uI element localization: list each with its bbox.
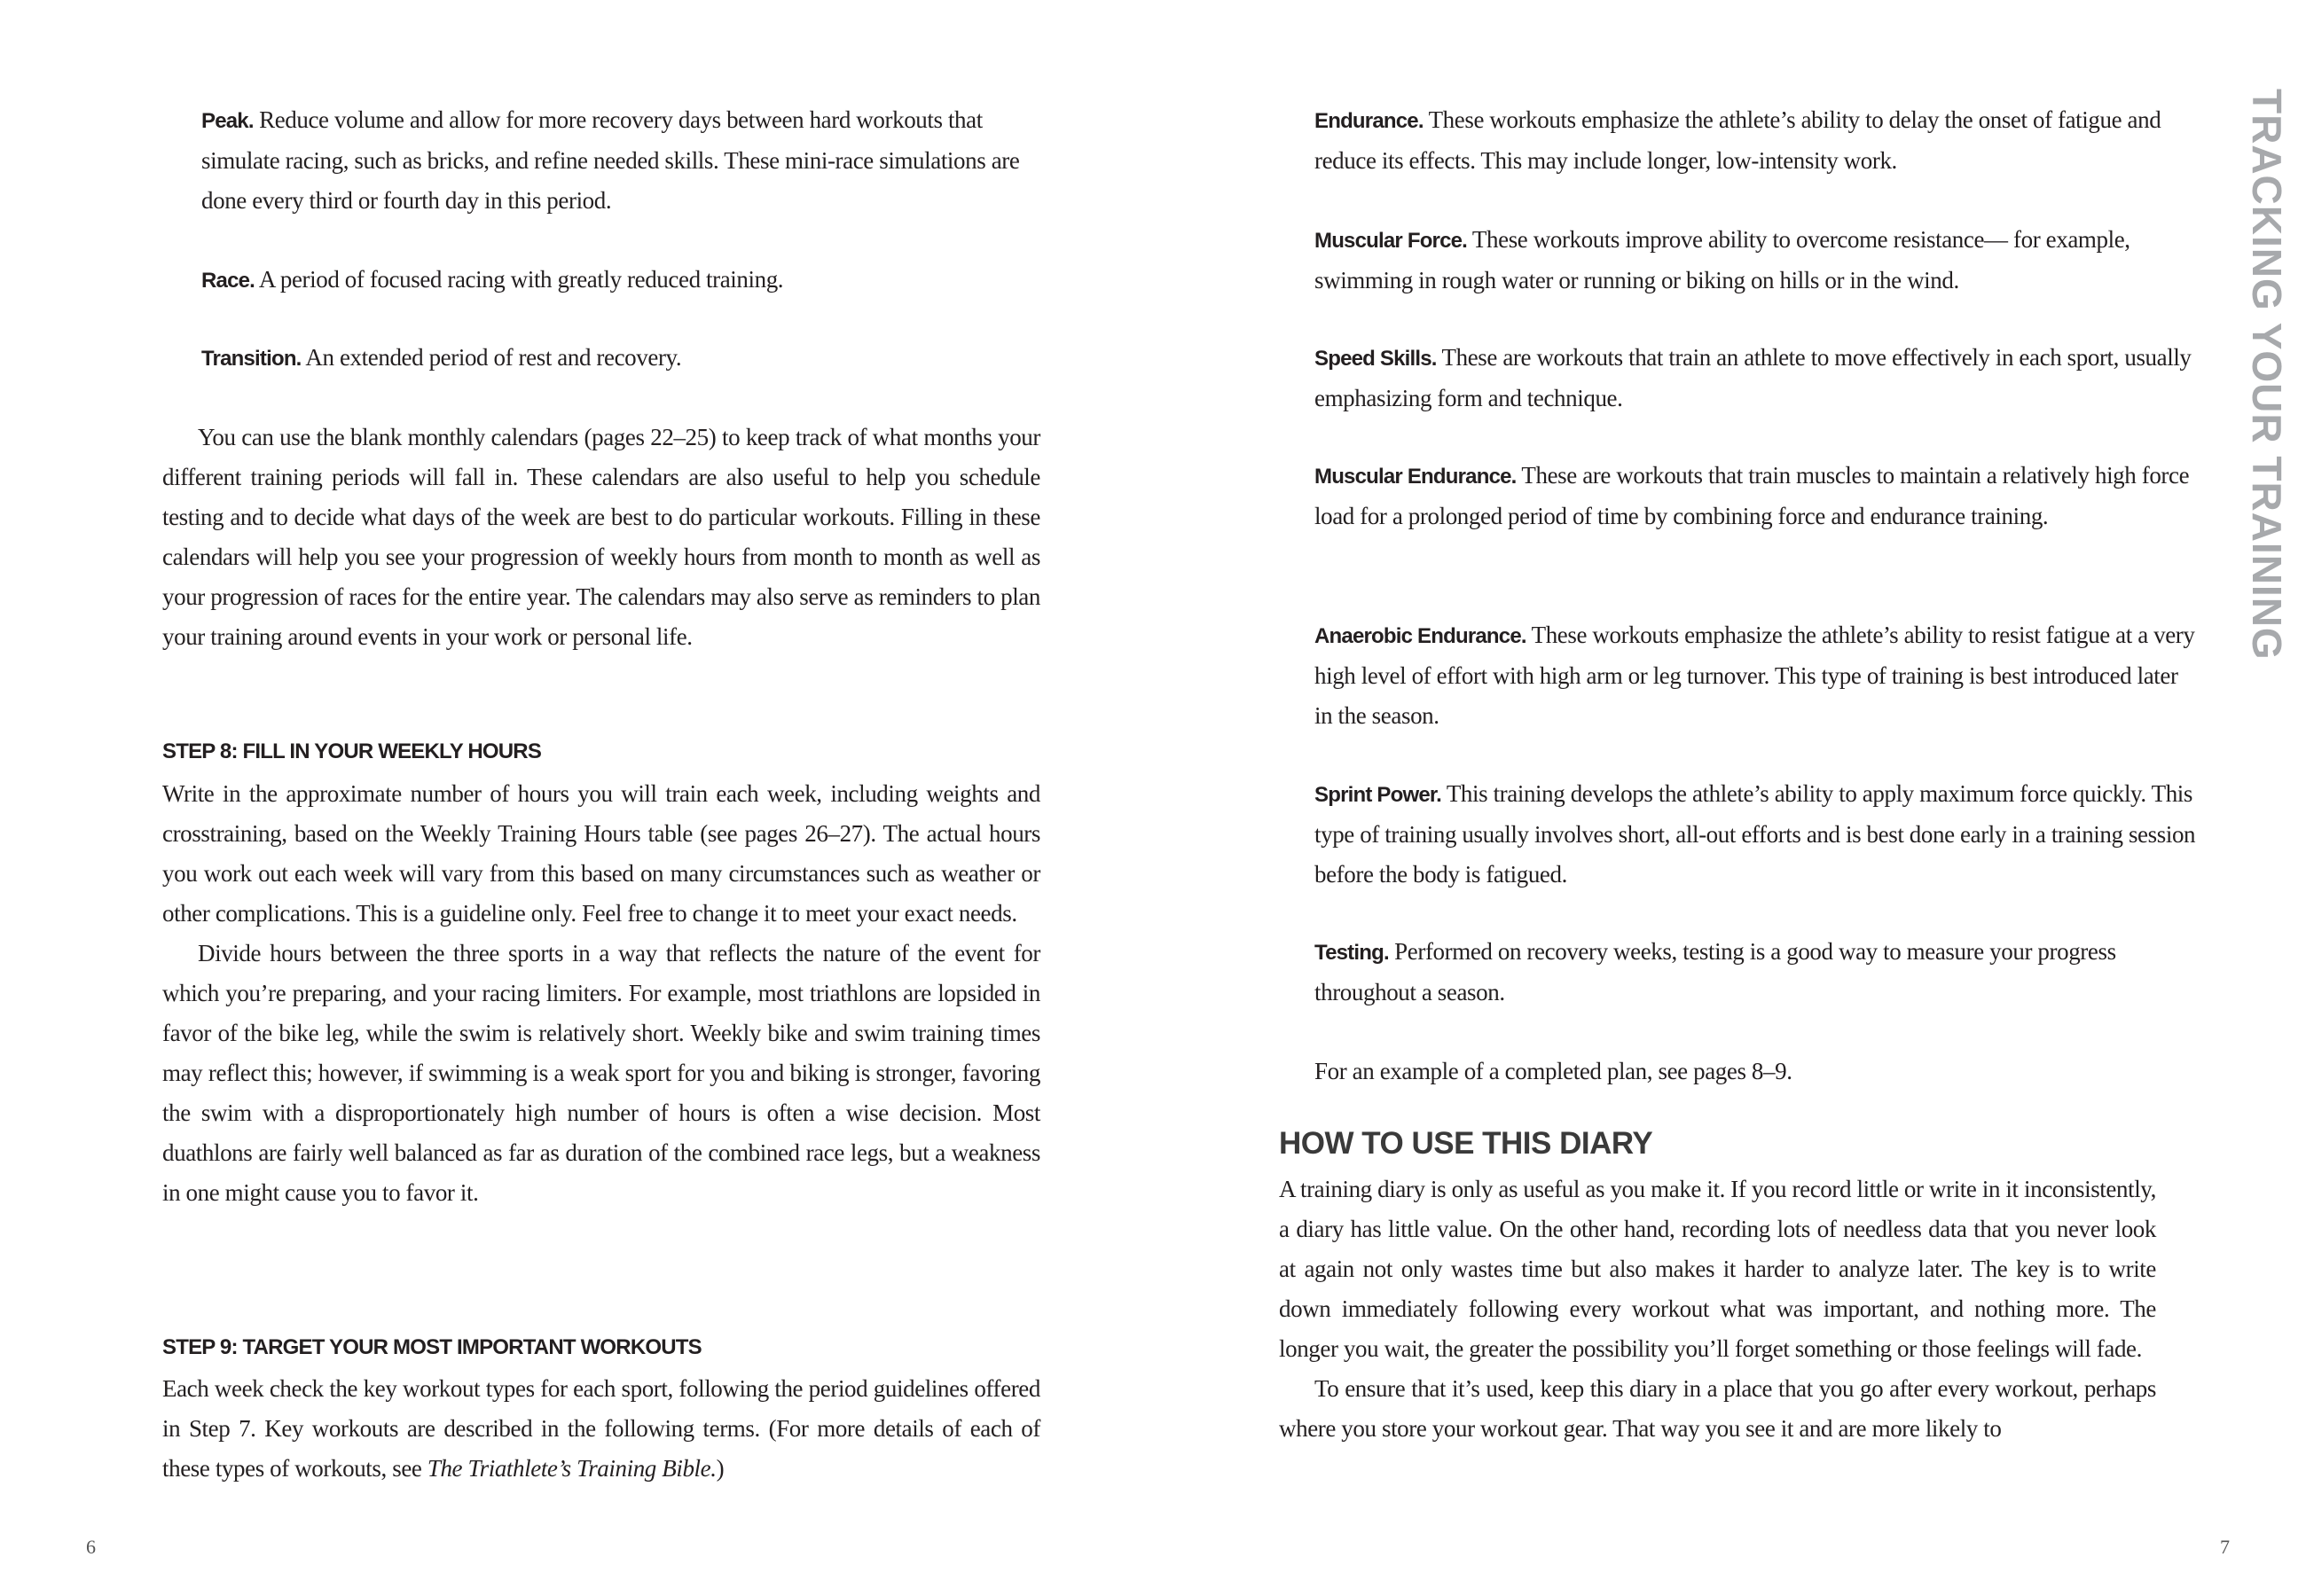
paragraph: You can use the blank monthly calendars (pages 22–25) to keep track of what months your different training periods will fall in. These calendars are also useful to help you schedule testing and to decide what days of the week are best to do particular workouts. Filling in these calendars will help you see your progression of weekly hours from month to month as well as your progression of races for the entire year. The calendars may also serve as reminders to plan your training around events in your work or personal life. xyxy=(162,424,1040,650)
term-label: Transition. xyxy=(201,347,302,371)
workout-endurance xyxy=(1314,100,2201,181)
term-label: Anaerobic Endurance. xyxy=(1314,624,1526,648)
term-label: Muscular Force. xyxy=(1314,229,1468,253)
term-label: Testing. xyxy=(1314,941,1389,965)
right-page xyxy=(1153,0,2306,1596)
term-label: Speed Skills. xyxy=(1314,347,1437,371)
term-label: Muscular Endurance. xyxy=(1314,465,1517,489)
step9-text-end: ) xyxy=(716,1455,725,1482)
step9-text: Each week check the key workout types for each sport, following the period guidelines offered in Step 7. Key workouts are described in the following terms. (For more details of each of these types of workouts, see xyxy=(162,1375,1040,1482)
term-description: These workouts improve ability to overcome resistance— for example, swimming in rough water or running or biking on hills or in the wind. xyxy=(1314,226,2130,293)
term-description: These are workouts that train an athlete to move effectively in each sport, usually emphasizing form and technique. xyxy=(1314,344,2192,411)
calendars-paragraph xyxy=(162,418,1040,657)
diary-body xyxy=(1279,1170,2156,1449)
workout-testing xyxy=(1314,932,2201,1013)
term-label: Peak. xyxy=(201,109,254,133)
period-race xyxy=(201,260,1040,301)
workout-muscular-endurance xyxy=(1314,456,2201,536)
diary-heading: HOW TO USE THIS DIARY xyxy=(1279,1126,1653,1161)
step9-heading: STEP 9: TARGET YOUR MOST IMPORTANT WORKOUTS xyxy=(162,1335,702,1359)
term-description: These are workouts that train muscles to maintain a relatively high force load for a prolonged period of time by combining force and endurance training. xyxy=(1314,462,2190,529)
workout-speed-skills xyxy=(1314,338,2201,419)
term-description: Performed on recovery weeks, testing is a good way to measure your progress throughout a season. xyxy=(1314,938,2116,1005)
term-description: These workouts emphasize the athlete’s ability to delay the onset of fatigue and reduce its effects. This may include longer, low-intensity work. xyxy=(1314,106,2161,174)
book-title: The Triathlete’s Training Bible. xyxy=(427,1455,717,1482)
step8-body xyxy=(162,774,1040,1213)
paragraph: Write in the approximate number of hours you will train each week, including weights and crosstraining, based on the Weekly Training Hours table (see pages 26–27). The actual hours you work out each week will vary from this based on many circumstances such as weather or other complications. This is a guideline only. Feel free to change it to meet your exact needs. xyxy=(162,780,1040,927)
term-description: A period of focused racing with greatly reduced training. xyxy=(255,266,784,293)
example-note: For an example of a completed plan, see pages 8–9. xyxy=(1314,1058,1792,1084)
term-description: An extended period of rest and recovery. xyxy=(301,344,682,371)
page-number: 7 xyxy=(2220,1536,2230,1558)
term-label: Sprint Power. xyxy=(1314,783,1441,807)
workout-anaerobic-endurance xyxy=(1314,615,2201,736)
paragraph: To ensure that it’s used, keep this diary in a place that you go after every workout, perhaps where you store your workout gear. That way you see it and are more likely to xyxy=(1279,1375,2156,1442)
term-label: Race. xyxy=(201,269,255,293)
term-description: This training develops the athlete’s ability to apply maximum force quickly. This type of training usually involves short, all-out efforts and is best done early in a training session before the body is fatigued. xyxy=(1314,780,2196,888)
workout-muscular-force xyxy=(1314,220,2201,301)
workout-sprint-power xyxy=(1314,774,2201,895)
section-tab-title: TRACKING YOUR TRAINING xyxy=(2244,89,2290,661)
paragraph: Divide hours between the three sports in a way that reflects the nature of the event for which you’re preparing, and your racing limiters. For example, most triathlons are lopsided in favor of the bike leg, while the swim is relatively short. Weekly bike and swim training times may reflect this; however, if swimming is a weak sport for you and biking is stronger, favoring the swim with a disproportionately high number of hours is often a wise decision. Most duathlons are fairly well balanced as far as duration of the combined race legs, but a weakness in one might cause you to favor it. xyxy=(162,940,1040,1206)
step9-body xyxy=(162,1369,1040,1489)
term-description: These workouts emphasize the athlete’s ability to resist fatigue at a very high level of effort with high arm or leg turnover. This type of training is best introduced later in the season. xyxy=(1314,622,2195,729)
period-peak xyxy=(201,100,1040,221)
step8-heading: STEP 8: FILL IN YOUR WEEKLY HOURS xyxy=(162,739,542,763)
term-description: Reduce volume and allow for more recovery days between hard workouts that simulate racing, such as bricks, and refine needed skills. These mini-race simulations are done every third or fourth day in this period. xyxy=(201,106,1020,214)
paragraph: A training diary is only as useful as you make it. If you record little or write in it inconsistently, a diary has little value. On the other hand, recording lots of needless data that you never look at again not only wastes time but also makes it harder to analyze later. The key is to write down immediately following every workout what was important, and nothing more. The longer you wait, the greater the possibility you’ll forget something or those feelings will fade. xyxy=(1279,1176,2156,1362)
period-transition xyxy=(201,338,1040,379)
page-number: 6 xyxy=(86,1536,96,1558)
term-label: Endurance. xyxy=(1314,109,1424,133)
